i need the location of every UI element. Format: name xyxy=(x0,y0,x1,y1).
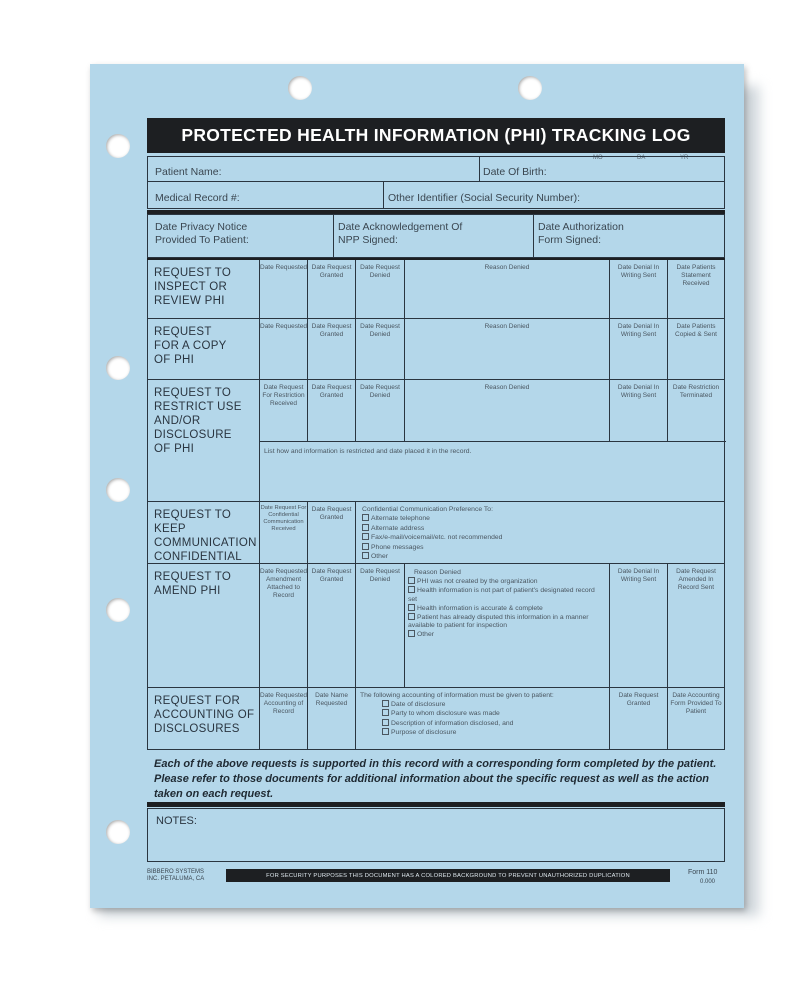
info-label: Purpose of disclosure xyxy=(391,728,457,736)
section-accounting xyxy=(147,688,725,750)
info-item[interactable] xyxy=(382,728,606,737)
reason-label: Health information is accurate & complete xyxy=(417,604,543,612)
col-reason-denied[interactable]: Reason Denied xyxy=(484,384,530,391)
acknowledgement-cell[interactable] xyxy=(334,215,534,257)
option-label: Phone messages xyxy=(371,543,424,551)
col-date-granted[interactable]: Date Request Granted xyxy=(311,506,352,521)
option-row[interactable] xyxy=(362,514,712,523)
notes-label: NOTES: xyxy=(156,815,197,827)
checkbox[interactable] xyxy=(408,577,415,584)
section-title: REQUEST TO RESTRICT USE AND/OR DISCLOSURE OF PHI xyxy=(154,387,242,455)
punch-hole-top-left xyxy=(288,76,312,100)
reason-row[interactable] xyxy=(408,586,604,603)
form-number: Form 110 xyxy=(688,869,718,876)
reason-row[interactable] xyxy=(408,630,604,639)
patient-name-cell[interactable] xyxy=(148,157,480,181)
reason-label: Other xyxy=(417,631,434,639)
col-divider xyxy=(404,564,405,688)
col-date-granted[interactable]: Date Request Granted xyxy=(311,323,352,338)
checkbox[interactable] xyxy=(362,533,369,540)
reason-row[interactable] xyxy=(408,577,604,586)
option-label: Other xyxy=(371,553,388,561)
col-date-request-received[interactable]: Date Request For Confidential Communication Received xyxy=(260,505,307,532)
option-label: Alternate telephone xyxy=(371,515,430,523)
checkbox[interactable] xyxy=(362,543,369,550)
printer-imprint: BIBBERO SYSTEMS INC. PETALUMA, CA xyxy=(147,869,205,882)
info-item[interactable] xyxy=(382,709,606,718)
form-code: 0.000 xyxy=(700,879,716,885)
privacy-notice-cell[interactable] xyxy=(148,215,334,257)
punch-hole-top-right xyxy=(518,76,542,100)
col-denial-sent[interactable]: Date Denial In Writing Sent xyxy=(617,323,660,338)
info-label: Date of disclosure xyxy=(391,701,446,709)
col-restriction-terminated[interactable]: Date Restriction Terminated xyxy=(672,384,720,399)
form-title: PROTECTED HEALTH INFORMATION (PHI) TRACKING LOG xyxy=(147,118,725,153)
col-date-denied[interactable]: Date Request Denied xyxy=(360,323,400,338)
divider-thick xyxy=(147,802,725,807)
option-row[interactable] xyxy=(362,552,712,561)
checkbox[interactable] xyxy=(362,514,369,521)
option-label: Alternate address xyxy=(371,524,425,532)
checkbox[interactable] xyxy=(408,586,415,593)
col-amendment-attached[interactable]: Date Requested Amendment Attached to Record xyxy=(260,568,307,599)
col-date-denied[interactable]: Date Request Denied xyxy=(360,264,400,279)
reason-label: Patient has already disputed this information in a manner available to patient for inspection xyxy=(408,614,589,630)
checkbox[interactable] xyxy=(362,524,369,531)
section-title: REQUEST TO AMEND PHI xyxy=(154,571,232,597)
options-title: Confidential Communication Preference To: xyxy=(362,506,493,513)
info-item[interactable] xyxy=(382,700,606,709)
checkbox[interactable] xyxy=(408,604,415,611)
info-label: Party to whom disclosure was made xyxy=(391,710,500,718)
punch-hole-left xyxy=(106,356,130,380)
patient-row xyxy=(147,156,725,182)
checkbox[interactable] xyxy=(382,700,389,707)
col-copied-sent[interactable]: Date Patients Copied & Sent xyxy=(675,323,717,338)
reason-row[interactable] xyxy=(408,604,604,613)
security-notice: FOR SECURITY PURPOSES THIS DOCUMENT HAS A COLORED BACKGROUND TO PREVENT UNAUTHORIZED DUPLICATION xyxy=(226,869,670,882)
col-form-provided[interactable]: Date Accounting Form Provided To Patient xyxy=(670,692,722,715)
col-denial-sent[interactable]: Date Denial In Writing Sent xyxy=(617,568,660,583)
section-title: REQUEST TO KEEP COMMUNICATION CONFIDENTIAL xyxy=(154,509,257,563)
col-denial-sent[interactable]: Date Denial In Writing Sent xyxy=(617,384,660,399)
notes-box[interactable] xyxy=(147,808,725,862)
patient-name-label: Patient Name: xyxy=(155,166,222,178)
section-confidential xyxy=(147,502,725,564)
dob-year-label: YR xyxy=(680,155,689,161)
punch-hole-left xyxy=(106,134,130,158)
option-label: Fax/e-mail/voicemail/etc. not recommended xyxy=(371,534,503,542)
other-id-cell[interactable] xyxy=(384,182,724,208)
col-date-granted[interactable]: Date Request Granted xyxy=(311,568,352,583)
amend-reasons xyxy=(408,569,604,640)
col-date-denied[interactable]: Date Request Denied xyxy=(360,568,400,583)
section-title: REQUEST FOR A COPY OF PHI xyxy=(154,326,227,366)
dob-day-label: DA xyxy=(637,155,646,161)
accounting-info xyxy=(360,692,606,737)
checkbox[interactable] xyxy=(408,613,415,620)
info-label: Description of information disclosed, and xyxy=(391,719,514,727)
col-denial-sent[interactable]: Date Denial In Writing Sent xyxy=(617,264,660,279)
option-row[interactable] xyxy=(362,533,712,542)
checkbox[interactable] xyxy=(382,709,389,716)
col-amended-sent[interactable]: Date Request Amended In Record Sent xyxy=(676,568,716,591)
privacy-notice-label: Date Privacy Notice Provided To Patient: xyxy=(155,221,249,246)
col-date-granted[interactable]: Date Request Granted xyxy=(618,692,659,707)
punch-hole-left xyxy=(106,598,130,622)
acknowledgement-label: Date Acknowledgement Of NPP Signed: xyxy=(338,221,463,246)
col-date-granted[interactable]: Date Request Granted xyxy=(311,384,352,399)
col-date-requested[interactable]: Date Requested xyxy=(260,264,307,271)
col-reason-denied[interactable]: Reason Denied xyxy=(484,264,530,271)
dob-month-label: MO xyxy=(593,155,603,161)
col-date-request-received[interactable]: Date Request For Restriction Received xyxy=(262,384,305,407)
mrn-label: Medical Record #: xyxy=(155,192,240,204)
reason-label: PHI was not created by the organization xyxy=(417,578,538,586)
col-date-denied[interactable]: Date Request Denied xyxy=(360,384,400,399)
reasons-title: Reason Denied xyxy=(414,569,461,576)
checkbox[interactable] xyxy=(382,719,389,726)
section-copy xyxy=(147,319,725,380)
restriction-list-note[interactable]: List how and information is restricted and date placed it in the record. xyxy=(264,448,472,455)
section-restrict xyxy=(147,380,725,502)
col-divider xyxy=(355,688,356,750)
col-name-requested[interactable]: Date Name Requested xyxy=(315,692,348,707)
section-amend xyxy=(147,564,725,688)
other-id-label: Other Identifier (Social Security Number): xyxy=(388,192,580,204)
mrn-cell[interactable] xyxy=(148,182,384,208)
option-row[interactable] xyxy=(362,524,712,533)
info-item[interactable] xyxy=(382,719,606,728)
punch-hole-left xyxy=(106,820,130,844)
dob-label: Date Of Birth: xyxy=(483,166,547,178)
col-divider xyxy=(355,502,356,564)
communication-options xyxy=(362,506,712,561)
authorization-label: Date Authorization Form Signed: xyxy=(538,221,624,246)
footnote: Each of the above requests is supported in this record with a corresponding form completed by the patient. Please refer to those documents for additional information about the specific request as well as the action taken on each request. xyxy=(154,758,717,800)
col-date-requested[interactable]: Date Requested xyxy=(260,323,307,330)
reason-row[interactable] xyxy=(408,613,604,630)
record-row xyxy=(147,182,725,209)
section-title: REQUEST FOR ACCOUNTING OF DISCLOSURES xyxy=(154,695,255,735)
checkbox[interactable] xyxy=(362,552,369,559)
authorization-cell[interactable] xyxy=(534,215,724,257)
section-title: REQUEST TO INSPECT OR REVIEW PHI xyxy=(154,267,232,307)
reason-label: Health information is not part of patient's designated record set xyxy=(408,587,595,603)
info-title: The following accounting of information must be given to patient: xyxy=(360,692,554,699)
row-divider xyxy=(259,441,726,442)
checkbox[interactable] xyxy=(382,728,389,735)
punch-hole-left xyxy=(106,478,130,502)
checkbox[interactable] xyxy=(408,630,415,637)
col-date-granted[interactable]: Date Request Granted xyxy=(311,264,352,279)
option-row[interactable] xyxy=(362,543,712,552)
privacy-row xyxy=(147,214,725,258)
section-inspect xyxy=(147,260,725,319)
col-accounting-requested[interactable]: Date Requested Accounting of Record xyxy=(260,692,307,715)
dob-cell[interactable] xyxy=(480,157,724,181)
col-statement-received[interactable]: Date Patients Statement Received xyxy=(676,264,716,287)
col-reason-denied[interactable]: Reason Denied xyxy=(484,323,530,330)
